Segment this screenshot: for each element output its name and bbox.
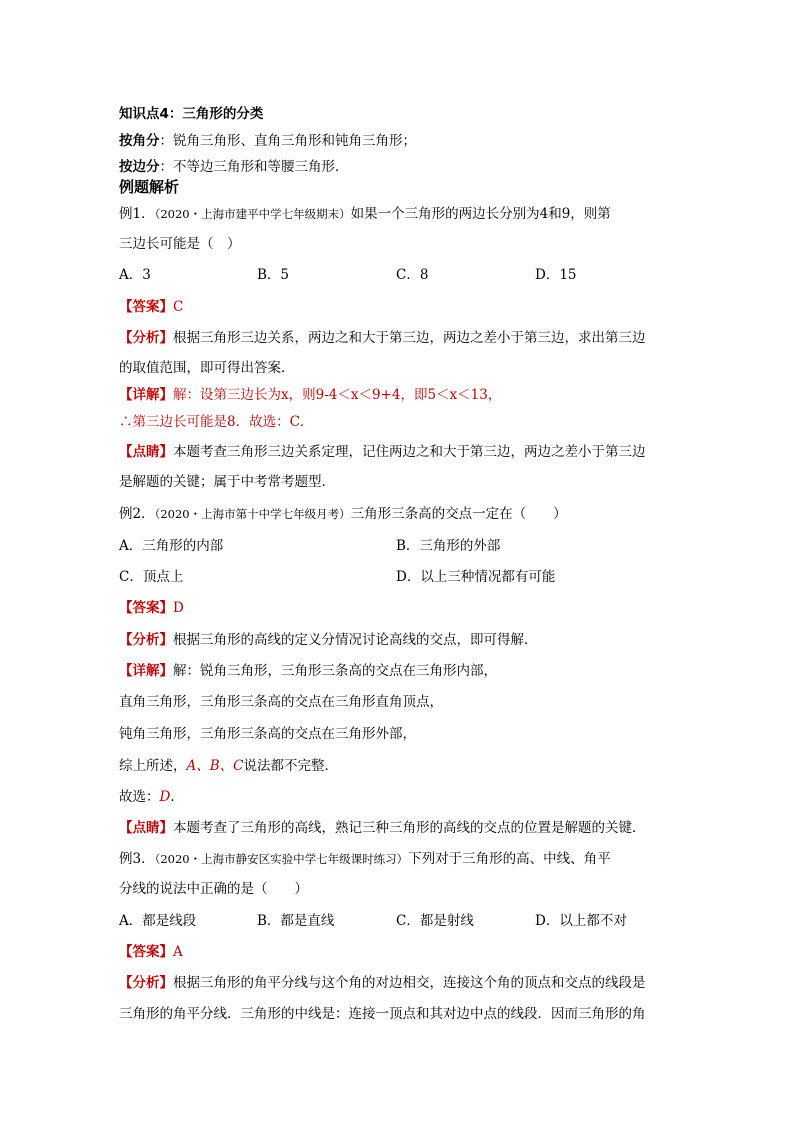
ex1-option-c: C．8 [396, 267, 429, 283]
by-angle-text: ：锐角三角形、直角三角形和钝角三角形； [159, 133, 416, 149]
ex3-question-line2: 分线的说法中正确的是（ ） [119, 881, 308, 897]
ex1-detail-line2: ∴第三边长可能是8．故选：C． [119, 414, 314, 430]
ex2-question [119, 505, 567, 523]
ex2-detail-line4 [119, 757, 338, 775]
ex1-comment-label: 【点睛】 [119, 444, 173, 460]
ex1-question-a: 如果一个三角形的两边长分别为4和9，则第 [350, 206, 611, 222]
ex1-analysis-a: 根据三角形三边关系，两边之和大于第三边，两边之差小于第三边，求出第三边 [173, 330, 646, 346]
ex1-option-d: D．15 [535, 267, 577, 283]
ex2-choice [119, 788, 184, 806]
by-angle-line [119, 132, 416, 150]
ex2-detail-a: 解：锐角三角形，三角形三条高的交点在三角形内部， [173, 663, 497, 679]
ex2-analysis-label: 【分析】 [119, 632, 173, 648]
ex3-answer [119, 943, 183, 961]
ex3-answer-label: 【答案】 [119, 944, 173, 960]
ex1-analysis-label: 【分析】 [119, 330, 173, 346]
ex3-answer-value: A [173, 944, 183, 960]
ex3-option-a: A．都是线段 [119, 913, 197, 929]
ex1-option-a: A．3 [119, 267, 151, 283]
ex3-question-line1 [119, 850, 611, 868]
ex1-analysis-line1 [119, 329, 646, 347]
ex1-prefix: 例1． [119, 206, 155, 222]
ex2-question-text: 三角形三条高的交点一定在（ ） [350, 506, 567, 522]
ex2-choice-pre: 故选： [119, 789, 160, 805]
by-side-text: ：不等边三角形和等腰三角形． [159, 159, 349, 175]
ex1-analysis-line2: 的取值范围，即可得出答案． [119, 360, 295, 376]
ex1-question-line2: 三边长可能是（ ） [119, 236, 241, 252]
ex3-analysis-label: 【分析】 [119, 975, 173, 991]
ex3-option-b: B．都是直线 [257, 913, 335, 929]
ex2-detail-line2: 直角三角形，三角形三条高的交点在三角形直角顶点， [119, 694, 443, 710]
ex2-detail-d-pre: 综上所述， [119, 758, 187, 774]
ex3-option-c: C．都是射线 [396, 913, 474, 929]
ex2-analysis [119, 631, 538, 649]
ex2-answer-label: 【答案】 [119, 600, 173, 616]
ex2-option-d: D．以上三种情况都有可能 [396, 569, 556, 585]
ex3-prefix: 例3． [119, 851, 155, 867]
section-title: 知识点4：三角形的分类 [119, 106, 264, 122]
ex1-source: （2020・上海市建平中学七年级期末） [154, 207, 351, 221]
ex2-detail-line3: 钝角三角形，三角形三条高的交点在三角形外部， [119, 726, 416, 742]
by-angle-label: 按角分 [119, 133, 160, 149]
ex3-option-d: D．以上都不对 [535, 913, 627, 929]
ex2-detail-d-letters: A、B、C [186, 758, 244, 774]
ex1-comment-line1 [119, 443, 646, 461]
ex2-answer [119, 599, 184, 617]
ex2-answer-value: D [173, 600, 184, 616]
ex1-detail-label: 【详解】 [119, 387, 173, 403]
ex2-comment-label: 【点睛】 [119, 820, 173, 836]
ex2-detail-d-post: 说法都不完整． [243, 758, 338, 774]
ex3-question-a: 下列对于三角形的高、中线、角平 [408, 851, 611, 867]
ex3-analysis-line1 [119, 974, 646, 992]
ex2-detail-label: 【详解】 [119, 663, 173, 679]
ex1-comment-a: 本题考查三角形三边关系定理，记住两边之和大于第三边，两边之差小于第三边 [173, 444, 646, 460]
by-side-label: 按边分 [119, 159, 160, 175]
ex2-analysis-text: 根据三角形的高线的定义分情况讨论高线的交点，即可得解． [173, 632, 538, 648]
ex3-analysis-line2: 三角形的角平分线．三角形的中线是：连接一顶点和其对边中点的线段．因而三角形的角 [119, 1006, 646, 1022]
ex2-option-c: C．顶点上 [119, 569, 184, 585]
ex1-answer-value: C [173, 299, 184, 315]
ex2-option-b: B．三角形的外部 [396, 538, 501, 554]
ex3-source: （2020・上海市静安区实验中学七年级课时练习） [154, 852, 409, 866]
ex1-question-line1 [119, 205, 611, 223]
ex1-detail-a: 解：设第三边长为x，则9-4＜x＜9+4，即5＜x＜13， [173, 387, 502, 403]
ex1-answer-label: 【答案】 [119, 299, 173, 315]
ex1-answer [119, 298, 183, 316]
ex2-detail-line1 [119, 662, 497, 680]
ex1-option-b: B．5 [257, 267, 290, 283]
ex2-prefix: 例2． [119, 506, 155, 522]
ex2-comment-text: 本题考查了三角形的高线，熟记三种三角形的高线的交点的位置是解题的关键． [173, 820, 646, 836]
ex1-detail-line1 [119, 386, 501, 404]
ex1-comment-line2: 是解题的关键；属于中考常考题型． [119, 474, 335, 490]
ex2-choice-post: ． [170, 789, 184, 805]
ex2-source: （2020・上海市第十中学七年级月考） [154, 507, 351, 521]
ex2-choice-letter: D [159, 789, 171, 805]
ex2-comment [119, 819, 646, 837]
by-side-line [119, 158, 349, 176]
examples-heading: 例题解析 [119, 178, 180, 196]
ex3-analysis-a: 根据三角形的角平分线与这个角的对边相交，连接这个角的顶点和交点的线段是 [173, 975, 646, 991]
ex2-option-a: A．三角形的内部 [119, 538, 224, 554]
